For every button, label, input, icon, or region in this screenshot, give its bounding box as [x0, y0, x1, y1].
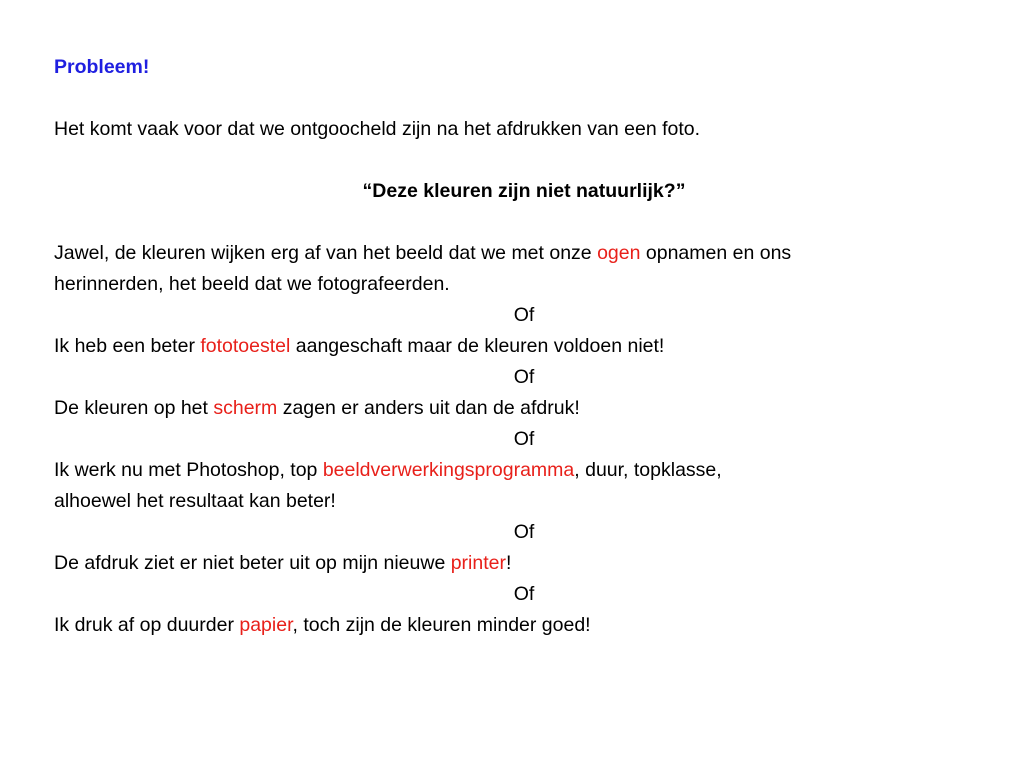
text-segment: De afdruk ziet er niet beter uit op mijn nieuwe [54, 552, 451, 574]
separator-of: Of [513, 304, 535, 326]
spacer [54, 207, 994, 238]
separator-of: Of [513, 366, 535, 388]
paragraph-papier [54, 610, 994, 641]
paragraph-ogen [54, 238, 994, 269]
highlight-word: printer [450, 552, 506, 574]
paragraph-programma-line2: alhoewel het resultaat kan beter! [54, 490, 336, 512]
text-segment: zagen er anders uit dan de afdruk! [277, 397, 580, 419]
text-segment: Jawel, de kleuren wijken erg af van het beeld dat we met onze [54, 242, 598, 264]
highlight-word: fototoestel [200, 335, 291, 357]
paragraph-ogen-line2: herinnerden, het beeld dat we fotografeerden. [54, 273, 450, 295]
paragraph-printer [54, 548, 994, 579]
text-segment: Ik werk nu met Photoshop, top [54, 459, 323, 481]
text-segment: , toch zijn de kleuren minder goed! [292, 614, 591, 636]
slide-title: Probleem! [54, 56, 150, 78]
text-segment: De kleuren op het [54, 397, 214, 419]
separator-of: Of [513, 583, 535, 605]
text-segment: Ik heb een beter [54, 335, 201, 357]
quote-text: “Deze kleuren zijn niet natuurlijk?” [362, 180, 686, 202]
text-segment: ! [505, 552, 512, 574]
highlight-word: beeldverwerkingsprogramma [322, 459, 575, 481]
paragraph-fototoestel [54, 331, 994, 362]
text-segment: Ik druk af op duurder [54, 614, 240, 636]
paragraph-programma [54, 455, 994, 486]
text-segment: , duur, topklasse, [574, 459, 722, 481]
text-segment: aangeschaft maar de kleuren voldoen niet! [290, 335, 665, 357]
paragraph-scherm [54, 393, 994, 424]
spacer [54, 83, 994, 114]
intro-text: Het komt vaak voor dat we ontgoocheld zijn na het afdrukken van een foto. [54, 118, 701, 140]
spacer [54, 145, 994, 176]
highlight-word: papier [239, 614, 293, 636]
text-segment: opnamen en ons [640, 242, 792, 264]
separator-of: Of [513, 521, 535, 543]
separator-of: Of [513, 428, 535, 450]
highlight-word: scherm [213, 397, 278, 419]
highlight-word: ogen [597, 242, 641, 264]
slide-content [54, 52, 994, 641]
